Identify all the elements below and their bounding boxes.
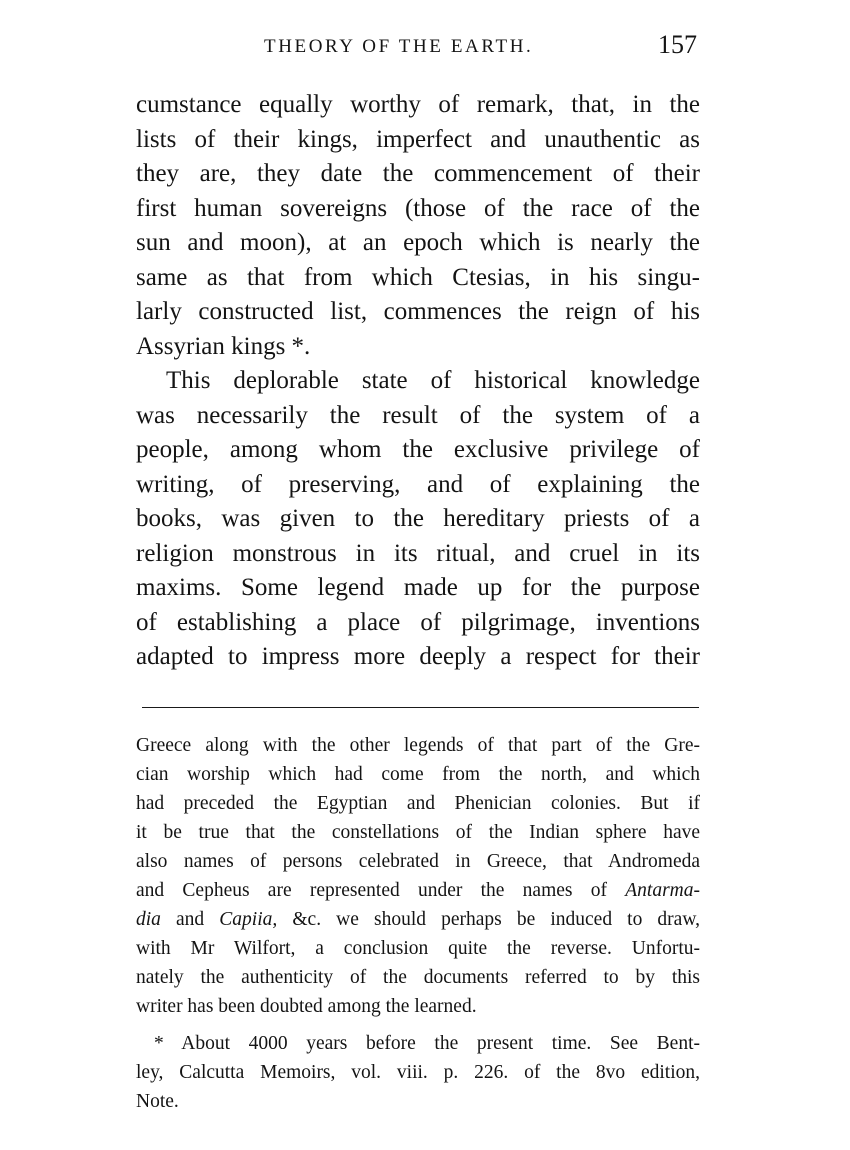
- italic-name: Capiia,: [219, 909, 278, 930]
- body-line: first human sovereigns (those of the race of the: [136, 194, 700, 222]
- star-footnote-line: ley, Calcutta Memoirs, vol. viii. p. 226. of the 8vo edition,: [136, 1062, 700, 1083]
- footnote-line: had preceded the Egyptian and Phenician colonies. But if: [136, 793, 700, 814]
- star-footnote-line: Note.: [136, 1091, 179, 1112]
- body-line: lists of their kings, imperfect and unauthentic as: [136, 125, 700, 153]
- footnote-line: Greece along with the other legends of that part of the Gre-: [136, 735, 700, 756]
- body-text: [136, 88, 700, 675]
- footnote-line: writer has been doubted among the learned.: [136, 996, 477, 1017]
- footnote-line: with Mr Wilfort, a conclusion quite the reverse. Unfortu-: [136, 938, 700, 959]
- footnote-rule: [142, 707, 699, 708]
- footnote-text: and: [176, 909, 205, 930]
- footnotes: [136, 731, 700, 1116]
- body-line: they are, they date the commencement of their: [136, 160, 700, 187]
- footnote-line: nately the authenticity of the documents referred to by this: [136, 967, 700, 988]
- footnote-gap: [136, 1021, 700, 1029]
- body-line: religion monstrous in its ritual, and cruel in its: [136, 539, 700, 567]
- footnote-line: also names of persons celebrated in Greece, that Andromeda: [136, 851, 700, 872]
- footnote-text: and Cepheus are represented under the names of: [136, 880, 607, 901]
- footnote-text: &c. we should perhaps be induced to draw,: [292, 909, 701, 930]
- footnote-line: cian worship which had come from the north, and which: [136, 764, 700, 785]
- body-line: same as that from which Ctesias, in his singu-: [136, 263, 700, 291]
- footnote-line: [136, 905, 700, 934]
- body-line: maxims. Some legend made up for the purpose: [136, 574, 700, 601]
- footnote-line: it be true that the constellations of the Indian sphere have: [136, 822, 700, 843]
- footnote-line: [136, 876, 700, 905]
- body-line: books, was given to the hereditary priests of a: [136, 505, 700, 532]
- italic-name: dia: [136, 909, 161, 930]
- body-line: cumstance equally worthy of remark, that, in the: [136, 91, 700, 118]
- paragraph-end-line: Assyrian kings *.: [136, 332, 311, 360]
- body-line: was necessarily the result of the system of a: [136, 401, 700, 429]
- body-line: people, among whom the exclusive privilege of: [136, 436, 700, 463]
- star-footnote-line: * About 4000 years before the present time. See Bent-: [154, 1033, 700, 1054]
- body-line: adapted to impress more deeply a respect for their: [136, 643, 700, 670]
- page-number: 157: [658, 30, 697, 59]
- running-head: [136, 32, 699, 66]
- running-title: THEORY OF THE EARTH.: [264, 36, 534, 57]
- italic-name: Antarma-: [625, 880, 700, 901]
- body-line: of establishing a place of pilgrimage, inventions: [136, 608, 700, 636]
- body-line: larly constructed list, commences the reign of his: [136, 298, 700, 325]
- paragraph-start-line: This deplorable state of historical knowledge: [166, 367, 700, 394]
- body-line: sun and moon), at an epoch which is nearly the: [136, 229, 700, 256]
- body-line: writing, of preserving, and of explaining the: [136, 470, 700, 498]
